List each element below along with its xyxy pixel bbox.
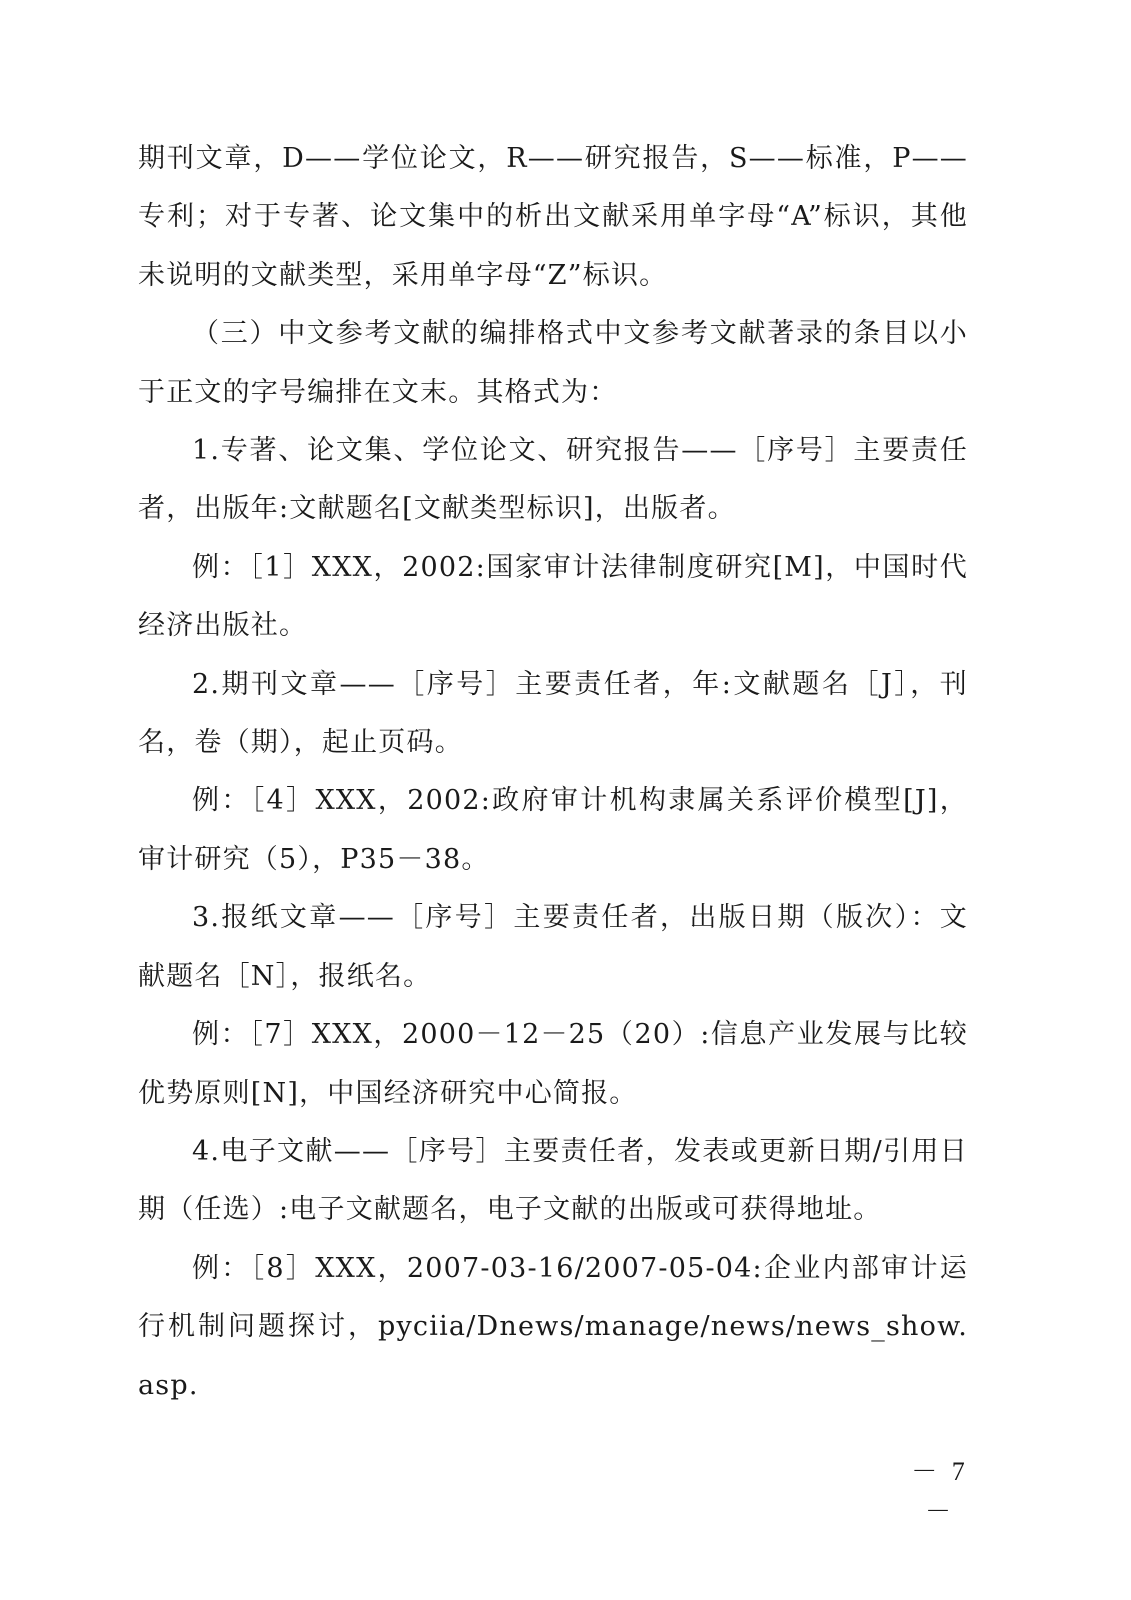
page-number: － 7 － (911, 1457, 969, 1526)
paragraph-example-newspaper: 例：［7］XXX，2000－12－25（20）:信息产业发展与比较优势原则[N]，中国经济研究中心简报。 (138, 1019, 968, 1109)
paragraph-doc-type-codes: 期刊文章，D——学位论文，R——研究报告，S——标准，P——专利；对于专著、论文集中的析出文献采用单字母“A”标识，其他未说明的文献类型，采用单字母“Z”标识。 (138, 143, 968, 291)
paragraph-example-electronic: 例：［8］XXX，2007-03-16/2007-05-04:企业内部审计运行机制问题探讨，pyciia/Dnews/manage/news/news_show.asp. (138, 1252, 968, 1401)
paragraph-format-journal: 2.期刊文章——［序号］主要责任者，年:文献题名［J］，刊名，卷（期），起止页码。 (138, 668, 968, 759)
paragraph-example-journal: 例：［4］XXX，2002:政府审计机构隶属关系评价模型[J]，审计研究（5），P35－38。 (138, 785, 968, 875)
paragraph-format-newspaper: 3.报纸文章——［序号］主要责任者，出版日期（版次）：文献题名［N］，报纸名。 (138, 902, 968, 992)
body-text (138, 130, 968, 1415)
paragraph-format-electronic: 4.电子文献——［序号］主要责任者，发表或更新日期/引用日期（任选）:电子文献题名，电子文献的出版或可获得地址。 (138, 1135, 968, 1226)
paragraph-format-monograph: 1.专著、论文集、学位论文、研究报告——［序号］主要责任者，出版年:文献题名[文献类型标识]，出版者。 (138, 435, 968, 525)
paragraph-section-heading: （三）中文参考文献的编排格式中文参考文献著录的条目以小于正文的字号编排在文末。其格式为： (138, 318, 968, 408)
paragraph-example-monograph: 例：［1］XXX，2002:国家审计法律制度研究[M]，中国时代经济出版社。 (138, 551, 968, 642)
